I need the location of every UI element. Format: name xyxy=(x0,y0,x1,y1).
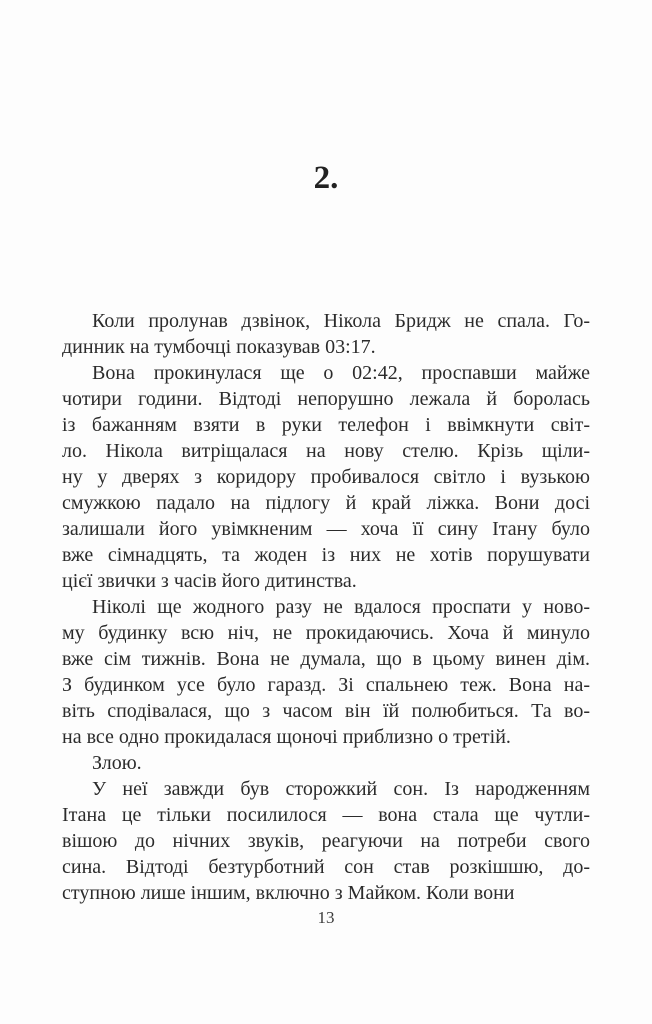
text-line: ну у дверях з коридору пробивалося світло і вузькою xyxy=(62,466,590,488)
text-line: на все одно прокидалася щоночі приблизно о третій. xyxy=(62,726,511,748)
text-line: віть сподівалася, що з часом він їй полюбиться. Та во- xyxy=(62,700,590,722)
paragraph xyxy=(62,594,590,750)
text-line: Коли пролунав дзвінок, Нікола Бридж не спала. Го- xyxy=(92,310,590,332)
text-line: цієї звички з часів його дитинства. xyxy=(62,570,357,592)
text-line: Вона прокинулася ще о 02:42, проспавши майже xyxy=(92,362,590,384)
text-line: ступною лише іншим, включно з Майком. Коли вони xyxy=(62,882,515,904)
text-line: із бажанням взяти в руки телефон і ввімкнути світ- xyxy=(62,414,590,436)
paragraph xyxy=(62,360,590,594)
text-line: му будинку всю ніч, не прокидаючись. Хоча й минуло xyxy=(62,622,590,644)
text-line: Злою. xyxy=(92,752,142,774)
text-line: смужкою падало на підлогу й край ліжка. Вони досі xyxy=(62,492,590,514)
text-line: У неї завжди був сторожкий сон. Із народженням xyxy=(92,778,590,800)
text-line: ло. Нікола витріщалася на нову стелю. Крізь щіли- xyxy=(62,440,590,462)
page-number: 13 xyxy=(317,908,335,927)
text-line: Ніколі ще жодного разу не вдалося проспати у ново- xyxy=(92,596,590,618)
text-line: чотири години. Відтоді непорушно лежала й боролась xyxy=(62,388,590,410)
text-line: сина. Відтоді безтурботний сон став розкішшю, до- xyxy=(62,856,590,878)
text-line: вже сімнадцять, та жоден із них не хотів порушувати xyxy=(62,544,590,566)
text-line: З будинком усе було гаразд. Зі спальнею теж. Вона на- xyxy=(62,674,590,696)
text-line: залишали його увімкненим — хоча її сину Ітану було xyxy=(62,518,590,540)
text-line: вже сім тижнів. Вона не думала, що в цьому винен дім. xyxy=(62,648,590,670)
paragraph xyxy=(62,308,590,360)
paragraph xyxy=(62,750,590,776)
paragraph xyxy=(62,776,590,906)
text-line: вішою до нічних звуків, реагуючи на потреби свого xyxy=(62,830,590,852)
text-line: динник на тумбочці показував 03:17. xyxy=(62,336,376,358)
body-text xyxy=(62,308,590,906)
chapter-heading: 2. xyxy=(313,160,339,196)
text-line: Ітана це тільки посилилося — вона стала ще чутли- xyxy=(62,804,590,826)
